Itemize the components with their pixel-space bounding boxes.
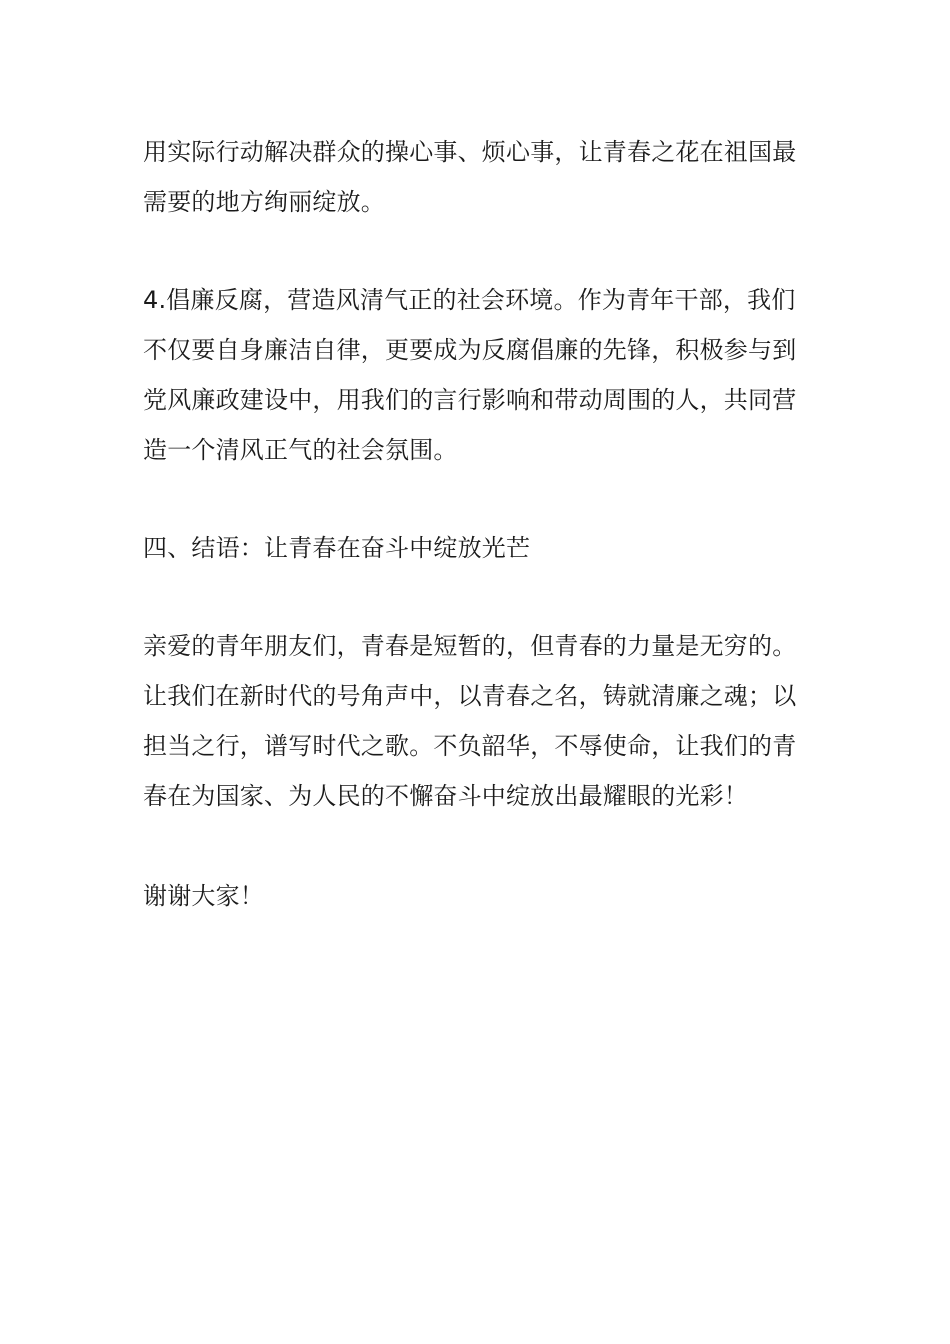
text-line: 需要的地方绚丽绽放。 (143, 188, 385, 216)
paragraph-closing-address (143, 621, 823, 821)
text-line: 用实际行动解决群众的操心事、烦心事，让青春之花在祖国最 (143, 138, 797, 166)
text-line: 亲爱的青年朋友们，青春是短暂的，但青春的力量是无穷的。 (143, 632, 797, 660)
heading-line: 四、结语：让青春在奋斗中绽放光芒 (143, 534, 531, 562)
text-line: 担当之行，谱写时代之歌。不负韶华，不辱使命，让我们的青 (143, 732, 797, 760)
text-line: 春在为国家、为人民的不懈奋斗中绽放出最耀眼的光彩！ (143, 782, 748, 810)
text-line: 让我们在新时代的号角声中，以青春之名，铸就清廉之魂；以 (143, 682, 797, 710)
text-line: 4.倡廉反腐，营造风清气正的社会环境。作为青年干部，我们 (143, 286, 796, 314)
paragraph-thanks (143, 871, 823, 921)
section-heading-conclusion (143, 523, 823, 573)
paragraph-point-4 (143, 275, 823, 475)
text-line: 不仅要自身廉洁自律，更要成为反腐倡廉的先锋，积极参与到 (143, 336, 797, 364)
text-line: 谢谢大家！ (143, 882, 264, 910)
text-line: 党风廉政建设中，用我们的言行影响和带动周围的人，共同营 (143, 386, 797, 414)
paragraph-conclusion-of-point-3 (143, 127, 823, 227)
text-line: 造一个清风正气的社会氛围。 (143, 436, 458, 464)
